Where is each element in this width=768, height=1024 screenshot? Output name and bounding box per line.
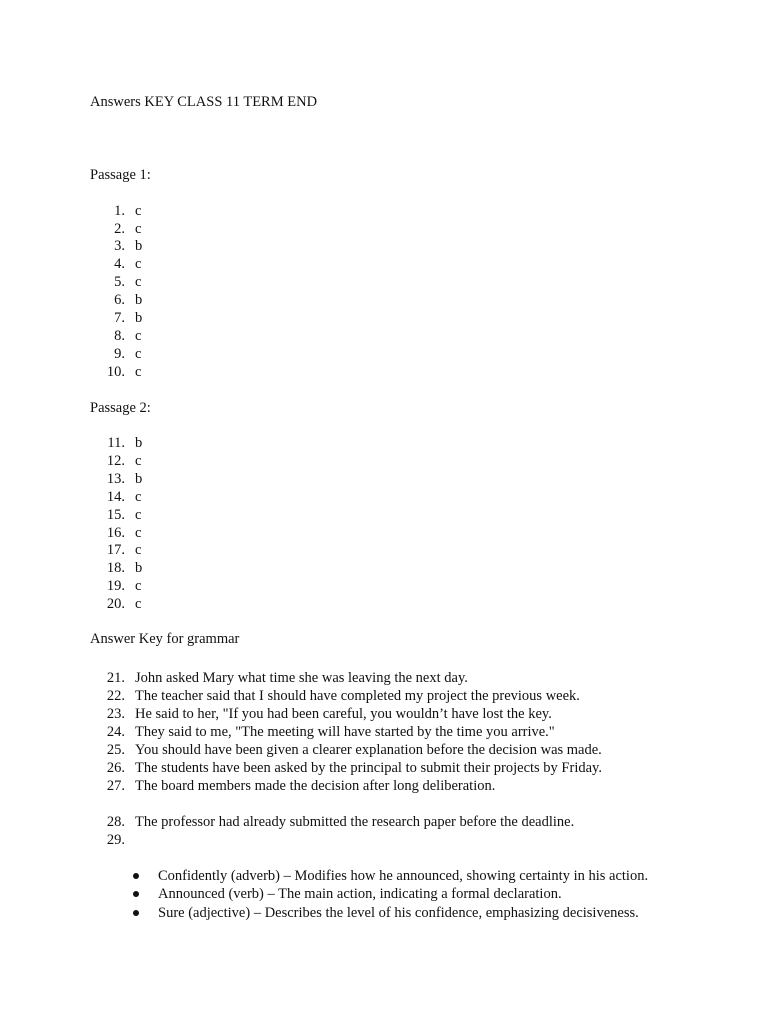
item-number: 18.	[106, 560, 125, 576]
passage-2-heading: Passage 2:	[90, 400, 151, 416]
item-answer: John asked Mary what time she was leaving the next day.	[135, 670, 468, 686]
item-answer: The students have been asked by the principal to submit their projects by Friday.	[135, 760, 602, 776]
item-number: 3.	[114, 238, 125, 254]
item-answer: You should have been given a clearer explanation before the decision was made.	[135, 742, 602, 758]
passage-1-heading: Passage 1:	[90, 167, 151, 183]
bullet-text: Announced (verb) – The main action, indicating a formal declaration.	[158, 886, 562, 902]
item-answer: b	[135, 560, 143, 576]
item-number: 7.	[114, 310, 125, 326]
item-number: 15.	[106, 507, 125, 523]
item-answer: c	[135, 328, 142, 344]
item-number: 25.	[106, 742, 125, 758]
item-answer: c	[135, 578, 142, 594]
item-answer: c	[135, 507, 142, 523]
item-number: 8.	[114, 328, 125, 344]
item-answer: c	[135, 256, 142, 272]
item-answer: c	[135, 489, 142, 505]
item-number: 9.	[114, 346, 125, 362]
item-number: 10.	[106, 364, 125, 380]
item-number: 4.	[114, 256, 125, 272]
item-answer: b	[135, 292, 143, 308]
item-answer: c	[135, 346, 142, 362]
item-answer: c	[135, 364, 142, 380]
item-number: 17.	[106, 542, 125, 558]
bullet-text: Sure (adjective) – Describes the level of his confidence, emphasizing decisiveness.	[158, 905, 639, 921]
item-number: 29.	[106, 832, 125, 848]
item-number: 20.	[106, 596, 125, 612]
item-number: 26.	[106, 760, 125, 776]
item-number: 2.	[114, 221, 125, 237]
bullet-text: Confidently (adverb) – Modifies how he announced, showing certainty in his action.	[158, 868, 649, 884]
item-number: 22.	[106, 688, 125, 704]
bullet-dot-icon	[133, 910, 139, 916]
item-answer: c	[135, 221, 142, 237]
item-answer: c	[135, 274, 142, 290]
item-number: 21.	[106, 670, 125, 686]
item-answer: b	[135, 471, 143, 487]
item-number: 1.	[114, 203, 125, 219]
page-title: Answers KEY CLASS 11 TERM END	[90, 94, 318, 110]
item-number: 23.	[106, 706, 125, 722]
item-number: 28.	[106, 814, 125, 830]
item-number: 19.	[106, 578, 125, 594]
item-answer: b	[135, 310, 143, 326]
item-answer: They said to me, "The meeting will have started by the time you arrive."	[135, 724, 555, 740]
item-number: 5.	[114, 274, 125, 290]
item-answer: c	[135, 542, 142, 558]
bullet-dot-icon	[133, 891, 139, 897]
item-number: 13.	[106, 471, 125, 487]
item-answer: The board members made the decision after long deliberation.	[135, 778, 496, 794]
item-answer: b	[135, 238, 143, 254]
item-number: 14.	[106, 489, 125, 505]
bullet-dot-icon	[133, 873, 139, 879]
item-answer: c	[135, 596, 142, 612]
item-number: 12.	[106, 453, 125, 469]
item-number: 11.	[107, 435, 125, 451]
item-answer: He said to her, "If you had been careful, you wouldn’t have lost the key.	[135, 706, 552, 722]
item-number: 24.	[106, 724, 125, 740]
item-number: 27.	[106, 778, 125, 794]
item-answer: The professor had already submitted the research paper before the deadline.	[135, 814, 575, 830]
item-number: 16.	[106, 525, 125, 541]
grammar-heading: Answer Key for grammar	[90, 631, 240, 647]
item-answer: b	[135, 435, 143, 451]
item-answer: c	[135, 453, 142, 469]
item-number: 6.	[114, 292, 125, 308]
item-answer: c	[135, 525, 142, 541]
item-answer: c	[135, 203, 142, 219]
item-answer: The teacher said that I should have completed my project the previous week.	[135, 688, 580, 704]
